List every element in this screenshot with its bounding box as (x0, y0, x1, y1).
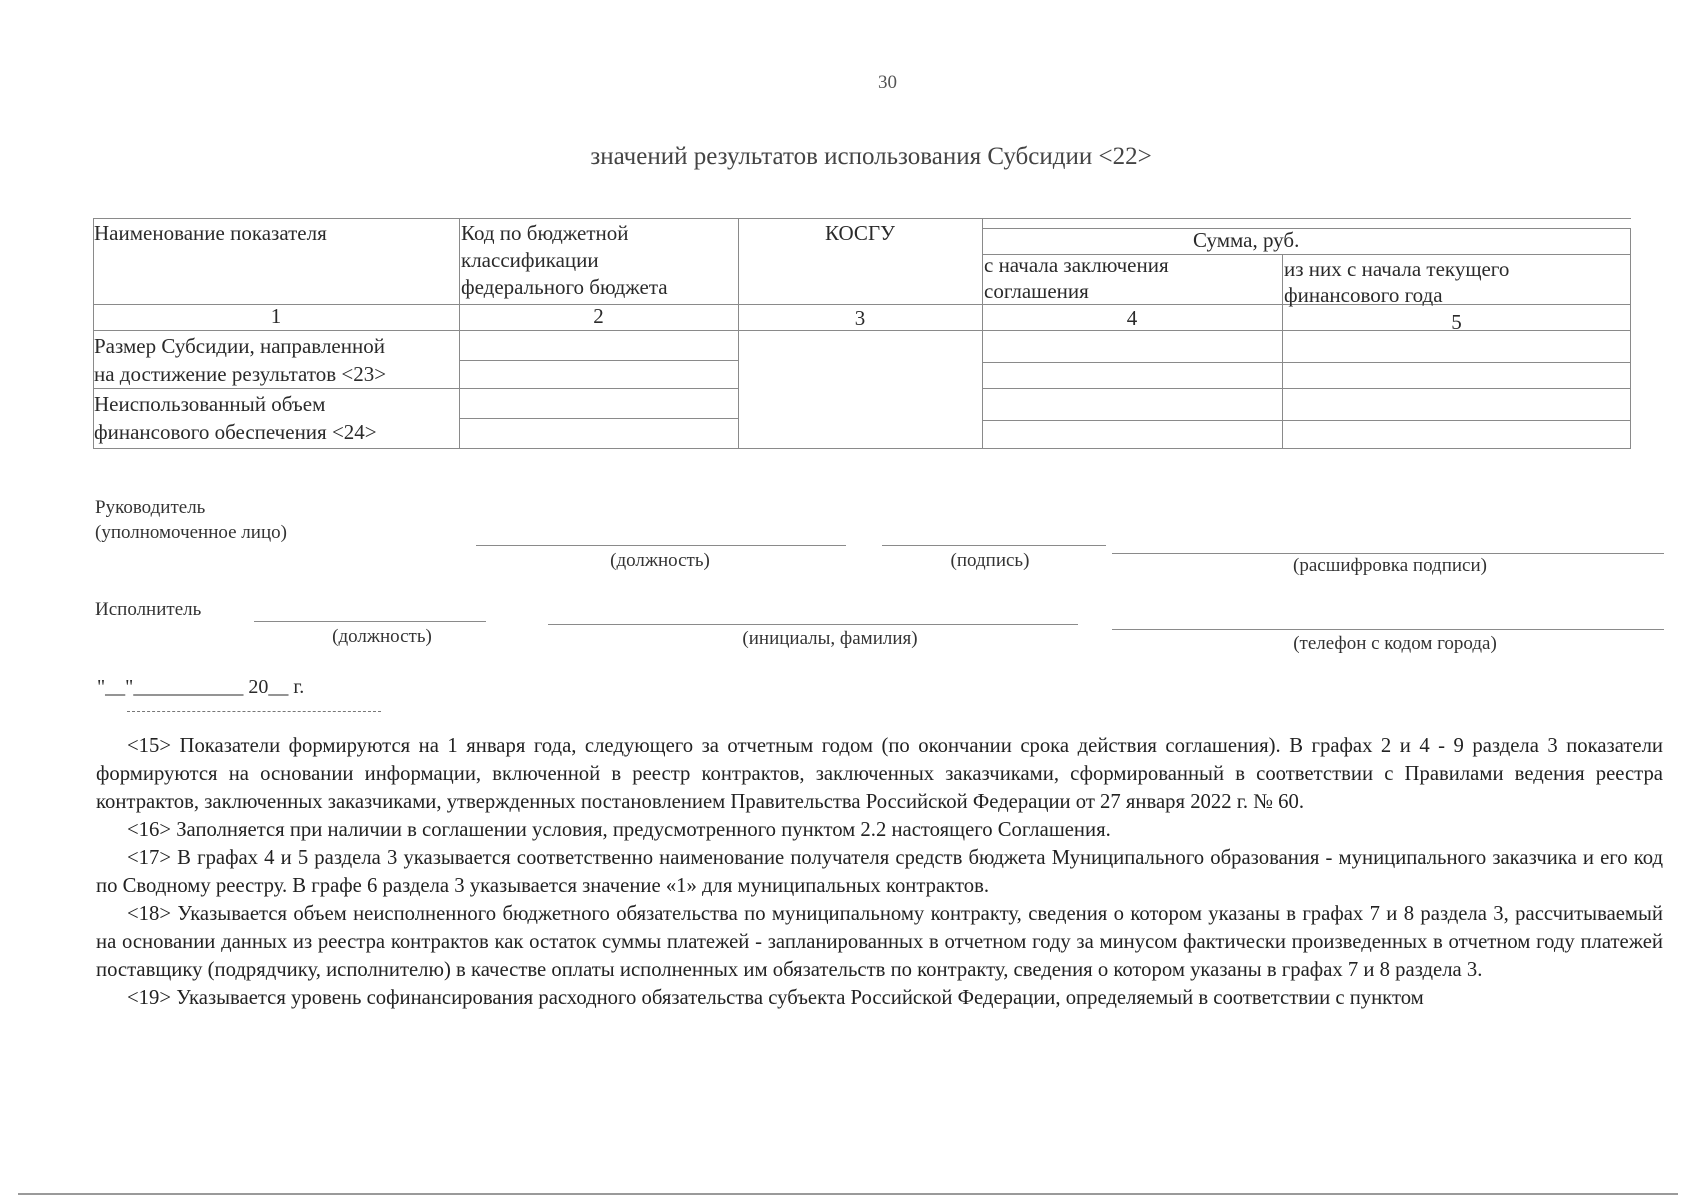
header-since-agreement: с начала заключения (984, 253, 1169, 277)
caption-executor-position: (должность) (332, 626, 432, 647)
executor-label: Исполнитель (95, 599, 202, 620)
sum-group-top (982, 228, 1631, 229)
row-name-line: Неиспользованный объем (94, 392, 326, 416)
footnote: <16> Заполняется при наличии в соглашении условия, предусмотренного пунктом 2.2 настоящего Соглашения. (127, 819, 1111, 841)
executor-position-line (254, 621, 486, 622)
column-number: 1 (270, 304, 282, 328)
col-sep-2 (738, 218, 739, 448)
page-bottom-edge (18, 1193, 1678, 1195)
date-line: "__"___________ 20__ г. (97, 676, 305, 698)
page-heading: значений результатов использования Субсидии <22> (590, 143, 1152, 170)
table-border-right (1630, 228, 1631, 448)
column-number: 3 (854, 306, 866, 330)
footnotes (96, 732, 1663, 1012)
header-budget-code-line: федерального бюджета (461, 275, 668, 299)
header-since-agreement: соглашения (984, 279, 1089, 303)
footnote: <15> Показатели формируются на 1 января года, следующего за отчетным годом (по окончании срока действия соглашения). В графах 2 и 4 - 9 раздела 3 показатели формируются на основании информации, включенной в реестр контрактов, заключенных заказчиками, сформированный в соответствии с Правилами ведения реестра контрактов, заключенных заказчиками, утвержденных постановлением Правительства Российской Федерации от 27 января 2022 г. № 60. (96, 735, 1663, 813)
signature-line (882, 545, 1106, 546)
column-number: 5 (1451, 310, 1462, 334)
subrow-line (982, 362, 1631, 363)
column-number: 4 (1126, 306, 1138, 330)
table-border-bottom (93, 448, 1631, 449)
header-budget-code-line: классификации (461, 248, 599, 272)
col-sep-4 (1282, 254, 1283, 448)
results-table (93, 218, 1631, 454)
caption-signature: (подпись) (950, 550, 1030, 571)
column-number: 2 (593, 304, 604, 328)
head-label-note: (уполномоченное лицо) (95, 522, 287, 543)
caption-position: (должность) (610, 550, 710, 571)
head-label: Руководитель (95, 497, 206, 518)
subrow-line (459, 418, 738, 419)
footnote: <18> Указывается объем неисполненного бюджетного обязательства по муниципальному контракту, сведения о котором указаны в графах 7 и 8 раздела 3, рассчитываемый на основании данных из реестра контрактов как остаток суммы платежей - запланированных в отчетном году за минусом фактически произведенных в отчетном году платежей поставщику (подрядчику, исполнителю) в качестве оплаты исполненных им обязательств по контракту, сведения о котором указаны в графах 7 и 8 раздела 3. (96, 903, 1663, 981)
row-divider-left (93, 388, 738, 389)
executor-phone-line (1112, 629, 1664, 630)
row-name-line: на достижение результатов <23> (94, 362, 387, 386)
caption-executor-phone: (телефон с кодом города) (1293, 633, 1497, 654)
caption-signature-decode: (расшифровка подписи) (1293, 555, 1487, 576)
name-signature-line (1112, 553, 1664, 554)
footnote-separator (127, 711, 381, 712)
caption-executor-name: (инициалы, фамилия) (742, 628, 918, 649)
header-budget-code-line: Код по бюджетной (461, 221, 629, 245)
executor-name-line (548, 624, 1078, 625)
header-kosgu: КОСГУ (825, 221, 895, 245)
header-indicator-name: Наименование показателя (94, 221, 327, 245)
col-sep-3 (982, 218, 983, 448)
row-name-line: финансового обеспечения <24> (94, 420, 377, 444)
header-current-year: из них с начала текущего (1284, 257, 1510, 281)
subrow-line (982, 420, 1631, 421)
col-sep-1 (459, 218, 460, 448)
row-name-line: Размер Субсидии, направленной (94, 334, 385, 358)
row-divider-right (982, 388, 1631, 389)
footnote: <19> Указывается уровень софинансирования расходного обязательства субъекта Российской Федерации, определяемый в соответствии с пунктом (127, 987, 1424, 1009)
header-current-year: финансового года (1284, 283, 1443, 307)
position-signature-line (476, 545, 846, 546)
footnote: <17> В графах 4 и 5 раздела 3 указывается соответственно наименование получателя средств бюджета Муниципального образования - муниципального заказчика и его код по Сводному реестру. В графе 6 раздела 3 указывается значение «1» для муниципальных контрактов. (96, 847, 1663, 897)
header-sum-group: Сумма, руб. (1193, 228, 1300, 252)
subrow-line (459, 360, 738, 361)
table-border-top (93, 218, 1631, 219)
page-number: 30 (878, 72, 897, 93)
